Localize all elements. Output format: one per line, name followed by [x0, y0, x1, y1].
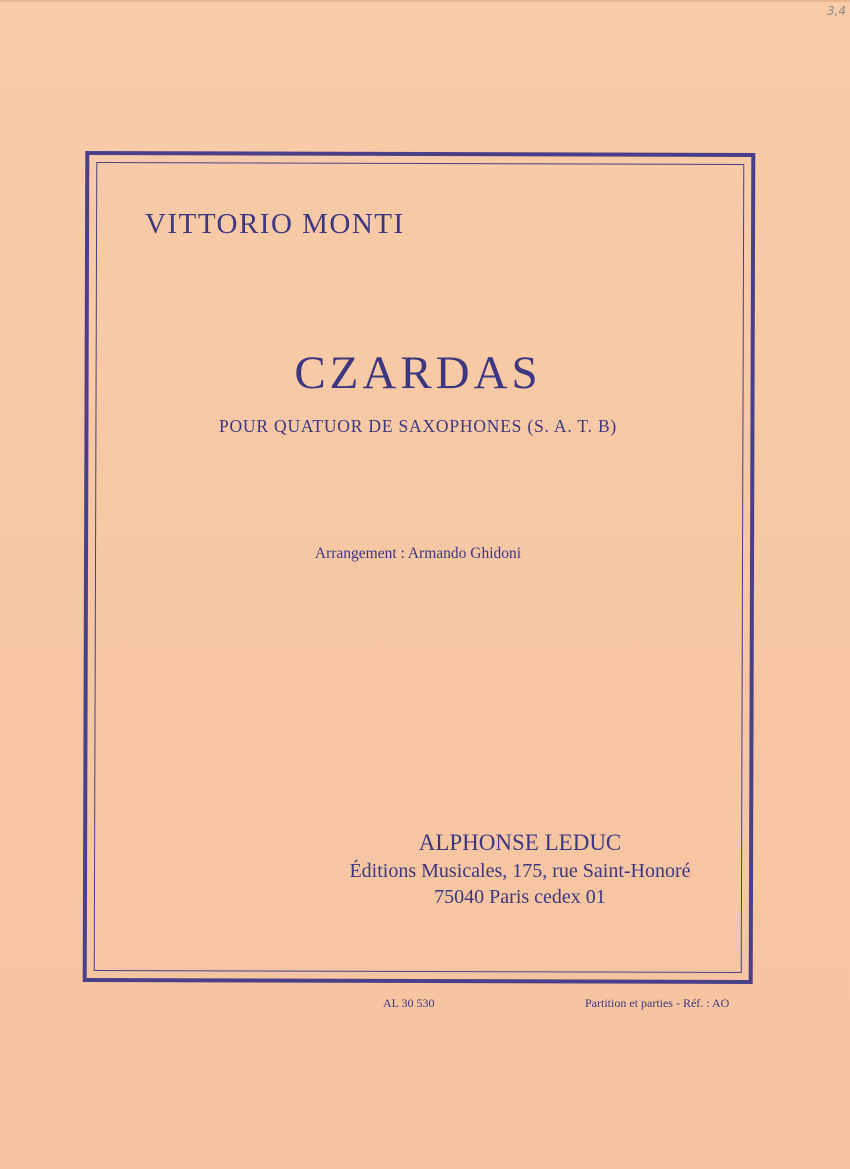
edition-info: Partition et parties - Réf. : AO — [585, 996, 730, 1010]
composer-name: VITTORIO MONTI — [145, 208, 405, 240]
work-subtitle: POUR QUATUOR DE SAXOPHONES (S. A. T. B) — [218, 416, 618, 436]
publisher-block — [340, 828, 700, 910]
arranger-credit: Arrangement : Armando Ghidoni — [314, 545, 522, 562]
page-top-edge — [0, 0, 850, 2]
publisher-address-line-1: Éditions Musicales, 175, rue Saint-Honoré — [349, 860, 691, 882]
catalog-number: AL 30 530 — [383, 996, 435, 1010]
pencil-annotation: 3,4 — [826, 4, 846, 18]
work-title: CZARDAS — [294, 347, 542, 399]
publisher-name: ALPHONSE LEDUC — [418, 830, 622, 855]
publisher-address-line-2: 75040 Paris cedex 01 — [434, 886, 606, 908]
